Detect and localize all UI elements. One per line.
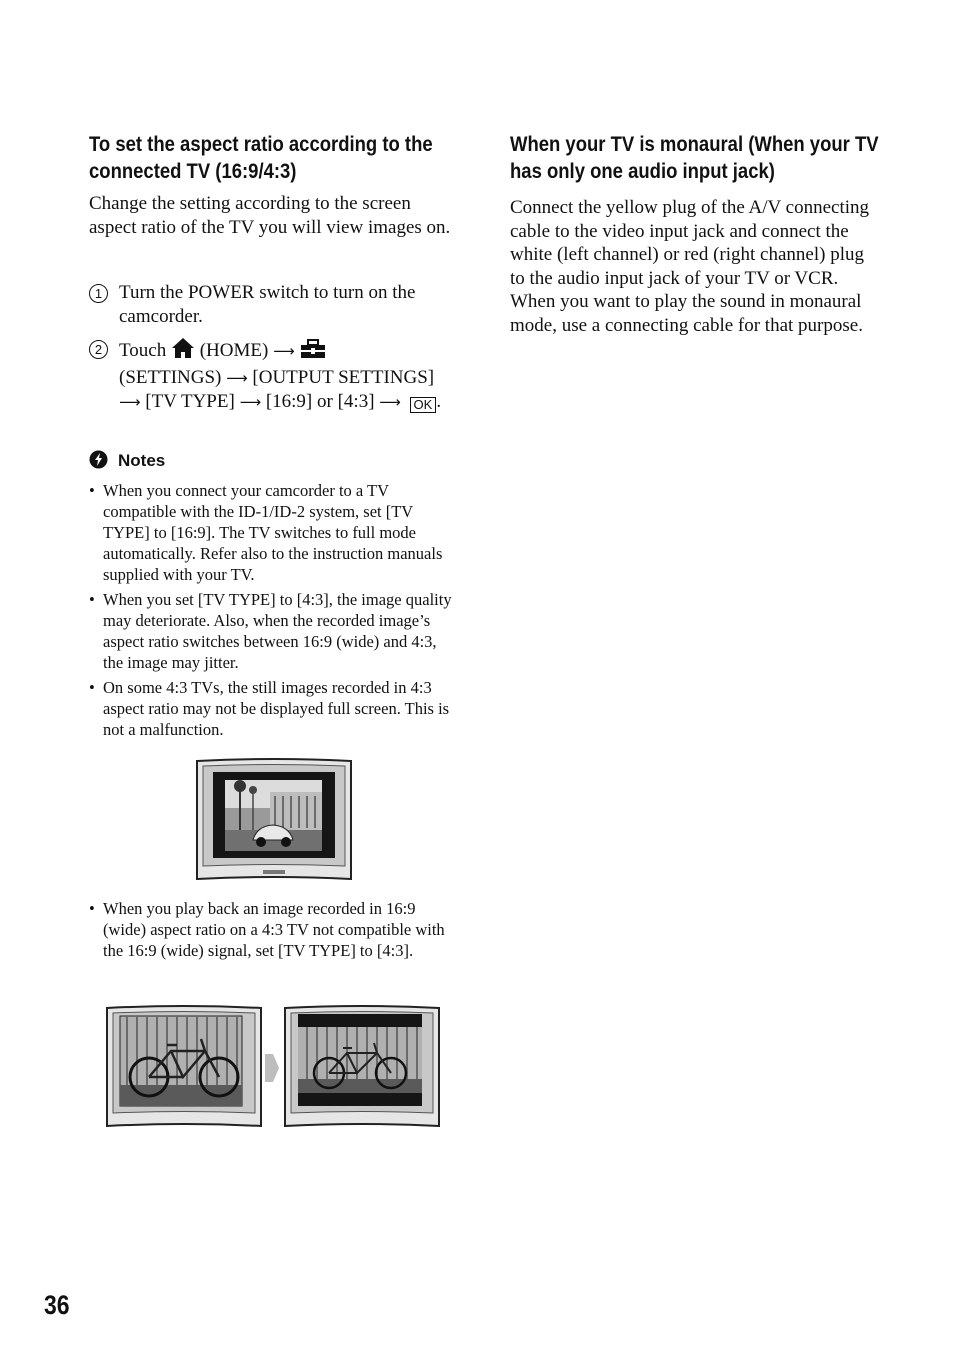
toolbox-icon <box>299 339 327 366</box>
settings-label: (SETTINGS) <box>119 366 222 388</box>
tv-type-label: [TV TYPE] <box>145 391 235 412</box>
tv-illustration-before <box>105 1005 263 1134</box>
step-word-touch: Touch <box>119 340 167 361</box>
right-arrow-icon: ⟶ <box>239 393 262 411</box>
option-4-3: or [4:3] <box>317 391 375 412</box>
note-item: • When you connect your camcorder to a TV compatible with the ID-1/ID-2 system, set [TV TYPE] to [16:9]. The TV switches to full mode automatically. Refer also to the instruction manuals supplied with your TV. <box>89 480 457 585</box>
right-arrow-icon: ⟶ <box>119 393 141 411</box>
step-text: Turn the POWER switch to turn on the camcorder. <box>119 282 416 327</box>
monaural-heading: When your TV is monaural (When your TV has only one audio input jack) <box>510 133 879 183</box>
note-item: • When you play back an image recorded in 16:9 (wide) aspect ratio on a 4:3 TV not compatible with the 16:9 (wide) signal, set [TV TYPE] to [4:3]. <box>89 898 457 961</box>
home-icon <box>171 337 195 366</box>
notes-heading <box>89 450 165 474</box>
right-arrow-icon: ⟶ <box>379 393 401 411</box>
tv-illustration-after <box>283 1005 441 1134</box>
right-arrow-icon: ⟶ <box>273 342 295 360</box>
note-item: • On some 4:3 TVs, the still images recorded in 4:3 aspect ratio may not be displayed full screen. This is not a malfunction. <box>89 677 457 740</box>
step-1 <box>89 281 457 328</box>
step-text <box>119 337 457 415</box>
notes-title: Notes <box>118 451 166 470</box>
step-number: 1 <box>89 284 108 303</box>
notes-list-continued <box>89 898 457 965</box>
notes-list <box>89 480 457 744</box>
output-settings-label: [OUTPUT SETTINGS] <box>252 366 435 388</box>
home-label: (HOME) <box>199 340 269 361</box>
option-16-9: [16:9] <box>265 391 313 412</box>
aspect-ratio-intro: Change the setting according to the screen aspect ratio of the TV you will view images on. <box>89 193 451 238</box>
period: . <box>436 391 442 412</box>
tv-illustration-4-3 <box>195 758 353 887</box>
right-arrow-icon: ⟶ <box>226 368 248 387</box>
note-icon <box>89 450 108 474</box>
aspect-ratio-heading: To set the aspect ratio according to the connected TV (16:9/4:3) <box>89 133 433 183</box>
right-arrow-icon <box>263 1050 281 1091</box>
page-number: 36 <box>44 1290 70 1320</box>
step-2 <box>89 337 457 415</box>
monaural-body: Connect the yellow plug of the A/V connecting cable to the video input jack and connect the white (left channel) or red (right channel) plug to the audio input jack of your TV or VCR. When you want to play the sound in monaural mode, use a connecting cable for that purpose. <box>510 197 869 336</box>
note-item: • When you set [TV TYPE] to [4:3], the image quality may deteriorate. Also, when the recorded image’s aspect ratio switches between 16:9 (wide) and 4:3, the image may jitter. <box>89 589 457 673</box>
step-number: 2 <box>89 340 108 359</box>
ok-button-symbol: OK <box>410 397 437 413</box>
